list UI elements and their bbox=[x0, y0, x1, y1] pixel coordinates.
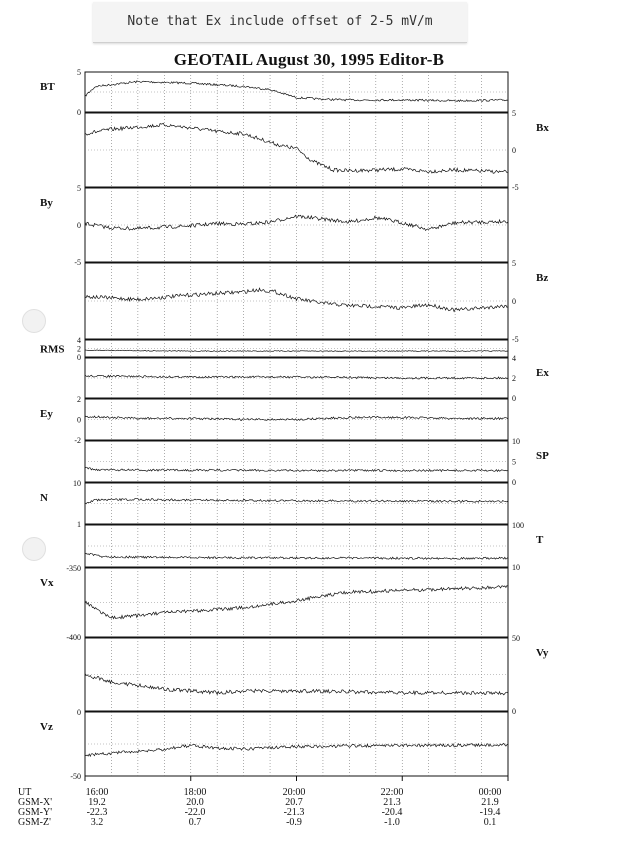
series-line bbox=[85, 350, 508, 352]
tick-label: 1 bbox=[77, 520, 81, 529]
panel-label: Vy bbox=[536, 647, 549, 659]
tick-label: 2 bbox=[512, 374, 516, 383]
footer-cell: 19.2 bbox=[88, 797, 106, 808]
tick-label: 0 bbox=[77, 353, 81, 362]
footer-label: GSM-Y' bbox=[18, 807, 53, 818]
footer-cell: 21.3 bbox=[383, 797, 401, 808]
series-line bbox=[85, 123, 508, 173]
tick-label: 4 bbox=[77, 336, 81, 345]
offset-note: Note that Ex include offset of 2-5 mV/m bbox=[93, 2, 467, 43]
footer-cell: 0.7 bbox=[188, 817, 202, 828]
tick-label: 0 bbox=[512, 297, 516, 306]
panel-label: Vx bbox=[40, 577, 54, 589]
panel-label: Ex bbox=[536, 367, 549, 379]
tick-label: -5 bbox=[74, 258, 81, 267]
tick-label: 0 bbox=[512, 146, 516, 155]
tick-label: 4 bbox=[512, 354, 516, 363]
tick-label: 0 bbox=[512, 478, 516, 487]
panel-label: Bx bbox=[536, 122, 549, 134]
tick-label: 50 bbox=[512, 634, 520, 643]
tick-label: 5 bbox=[512, 259, 516, 268]
tick-label: 0 bbox=[77, 415, 81, 425]
footer-label: UT bbox=[18, 787, 32, 798]
series-line bbox=[85, 467, 508, 471]
tick-label: 5 bbox=[512, 457, 516, 467]
series-line bbox=[85, 499, 508, 504]
footer-label: GSM-Z' bbox=[18, 817, 51, 828]
tick-label: -50 bbox=[70, 772, 81, 781]
tick-label: 0 bbox=[512, 707, 516, 716]
footer-cell: -0.9 bbox=[286, 817, 302, 828]
footer-label: GSM-X' bbox=[18, 797, 53, 808]
tick-label: 0 bbox=[77, 221, 81, 230]
footer-cell: 20.7 bbox=[285, 797, 303, 808]
footer-row-gsm-z bbox=[0, 818, 618, 828]
series-line bbox=[85, 81, 508, 102]
footer-cell: 18:00 bbox=[183, 787, 207, 798]
tick-label: 100 bbox=[512, 521, 524, 530]
panel-label: Vz bbox=[40, 721, 53, 733]
orbit-footer bbox=[0, 788, 618, 838]
footer-cell: 22:00 bbox=[380, 787, 404, 798]
series-line bbox=[85, 375, 508, 379]
tick-label: 2 bbox=[77, 344, 81, 354]
footer-cell: -22.0 bbox=[184, 807, 206, 818]
series-line bbox=[85, 673, 508, 695]
footer-cell: -21.3 bbox=[283, 807, 305, 818]
panel-label: By bbox=[40, 197, 53, 209]
footer-cell: -22.3 bbox=[86, 807, 108, 818]
tick-label: -400 bbox=[66, 633, 81, 642]
footer-cell: -20.4 bbox=[381, 807, 403, 818]
tick-label: -5 bbox=[512, 335, 519, 344]
tick-label: -350 bbox=[66, 564, 81, 573]
tick-label: 0 bbox=[77, 108, 81, 117]
tick-label: 0 bbox=[512, 394, 516, 403]
tick-label: 0 bbox=[77, 708, 81, 717]
panel-label: SP bbox=[536, 450, 549, 462]
tick-label: 10 bbox=[512, 437, 520, 446]
footer-cell: 20.0 bbox=[186, 797, 204, 808]
footer-cell: 20:00 bbox=[282, 787, 306, 798]
panel-label: T bbox=[536, 534, 544, 546]
footer-cell: -19.4 bbox=[479, 807, 501, 818]
tick-label: -2 bbox=[74, 436, 81, 445]
footer-cell: 21.9 bbox=[481, 797, 499, 808]
footer-cell: 16:00 bbox=[85, 787, 109, 798]
tick-label: -5 bbox=[512, 183, 519, 192]
tick-label: 5 bbox=[512, 109, 516, 118]
panel-label: BT bbox=[40, 81, 55, 93]
panel-label: RMS bbox=[40, 343, 65, 356]
tick-label: 5 bbox=[77, 68, 81, 77]
tick-label: 10 bbox=[73, 479, 81, 488]
panel-label: N bbox=[40, 492, 48, 504]
footer-cell: 00:00 bbox=[478, 787, 502, 798]
tick-label: 5 bbox=[77, 184, 81, 193]
panel-label: Ey bbox=[40, 408, 53, 420]
footer-cell: 0.1 bbox=[483, 817, 497, 828]
tick-label: 10 bbox=[512, 563, 520, 572]
tick-label: 2 bbox=[77, 395, 81, 404]
footer-cell: -1.0 bbox=[384, 817, 400, 828]
panel-label: Bz bbox=[536, 272, 549, 284]
series-line bbox=[85, 215, 508, 230]
chart-title: GEOTAIL August 30, 1995 Editor-B bbox=[173, 50, 445, 69]
footer-cell: 3.2 bbox=[90, 817, 104, 828]
